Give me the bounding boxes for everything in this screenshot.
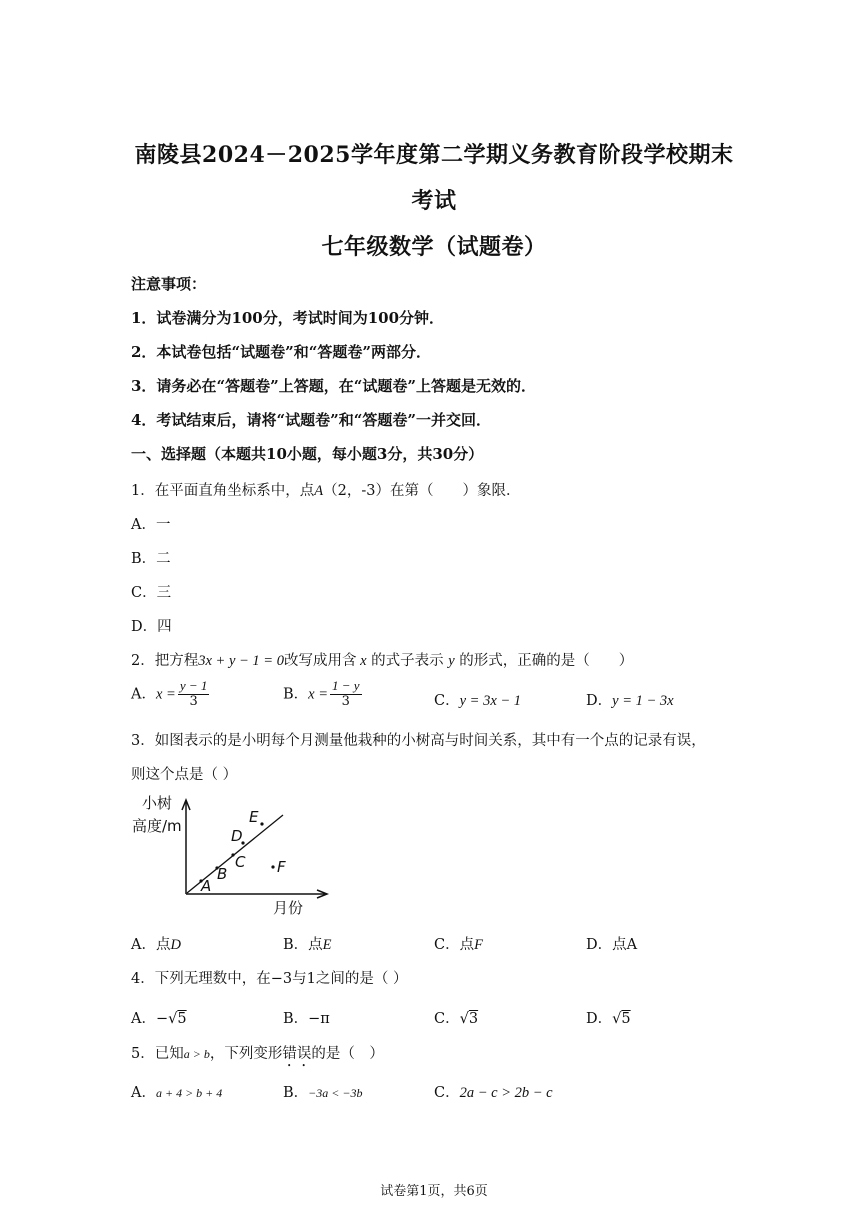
q3-option-a: A．点D xyxy=(131,937,181,953)
q3-option-d: D．点A xyxy=(586,937,638,953)
q5-option-a: A．a + 4 > b + 4 xyxy=(131,1085,223,1101)
q3-stem-line2: 则这个点是（ ） xyxy=(131,767,238,783)
notice-item-1: 1．试卷满分为100分，考试时间为100分钟． xyxy=(131,309,445,327)
point-d-label: D xyxy=(231,827,243,845)
q4-option-b: B．−π xyxy=(283,1011,330,1027)
q5-option-c: C．2a − c > 2b − c xyxy=(434,1085,553,1101)
sqrt-symbol: √ xyxy=(459,1011,469,1027)
q1-option-c: C．三 xyxy=(131,585,172,601)
q2-option-d: D．y = 1 − 3x xyxy=(586,693,674,709)
notice-item-3: 3．请务必在“答题卷”上答题，在“试题卷”上答题是无效的． xyxy=(131,377,536,395)
point-b-label: B xyxy=(217,865,228,883)
q5-option-b: B．−3a < −3b xyxy=(283,1085,363,1101)
point-e-label: E xyxy=(249,808,259,826)
point-f-dot xyxy=(271,865,274,868)
q2-option-a: A．x = $\frac{y - 1}{3}$ xyxy=(131,678,208,709)
x-axis-label: 月份 xyxy=(273,899,304,917)
q2-option-a-fraction: $\frac{y - 1}{3}$ xyxy=(179,678,208,709)
q2-option-c: C．y = 3x − 1 xyxy=(434,693,522,709)
q1-option-a: A．一 xyxy=(131,517,171,533)
q3-option-c: C．点F xyxy=(434,937,483,953)
sqrt-symbol: √ xyxy=(168,1011,178,1027)
exam-title-line1: 南陵县2024－2025学年度第二学期义务教育阶段学校期末 xyxy=(134,142,734,168)
q4-option-d: D．√5 xyxy=(586,1011,631,1027)
point-a-label: A xyxy=(201,877,212,895)
point-c-label: C xyxy=(235,853,246,871)
q1-stem: 1．在平面直角坐标系中，点A（2，-3）在第（ ）象限． xyxy=(131,483,521,499)
q1-option-d: D．四 xyxy=(131,619,172,635)
q3-stem-line1: 3．如图表示的是小明每个月测量他栽种的小树高与时间关系，其中有一个点的记录有误， xyxy=(131,733,706,749)
q3-option-b: B．点E xyxy=(283,937,332,953)
q4-option-c: C．√3 xyxy=(434,1011,479,1027)
q2-stem: 2．把方程3x + y − 1 = 0改写成用含 x 的式子表示 y 的形式，正确的是（ ） xyxy=(131,653,634,669)
q4-option-a: A．−√5 xyxy=(131,1011,187,1027)
q2-option-b-fraction: $\frac{1 - y}{3}$ xyxy=(332,678,360,709)
q1-option-b: B．二 xyxy=(131,551,171,567)
q3-figure xyxy=(125,790,335,920)
page-footer: 试卷第1页，共6页 xyxy=(380,1184,488,1199)
point-f-label: F xyxy=(277,858,286,876)
section1-heading: 一、选择题（本题共10小题，每小题3分，共30分） xyxy=(131,445,484,463)
q2-option-b: B．x = $\frac{1 - y}{3}$ xyxy=(283,678,360,709)
q3-points xyxy=(199,808,286,895)
y-axis-label-2: 高度/m xyxy=(132,817,182,835)
notice-heading: 注意事项： xyxy=(131,275,207,293)
point-e-dot xyxy=(260,822,263,825)
exam-title-line2: 考试 xyxy=(411,188,457,214)
notice-item-2: 2．本试卷包括“试题卷”和“答题卷”两部分． xyxy=(131,343,431,361)
notice-item-4: 4．考试结束后，请将“试题卷”和“答题卷”一并交回． xyxy=(131,411,491,429)
q5-stem: 5．已知a > b，下列变形错误的是（ ） xyxy=(131,1046,384,1062)
exam-subtitle: 七年级数学（试题卷） xyxy=(321,234,547,260)
q4-stem: 4．下列无理数中，在−3与1之间的是（ ） xyxy=(131,971,408,987)
y-axis-label-1: 小树 xyxy=(142,794,173,812)
sqrt-symbol: √ xyxy=(612,1011,622,1027)
